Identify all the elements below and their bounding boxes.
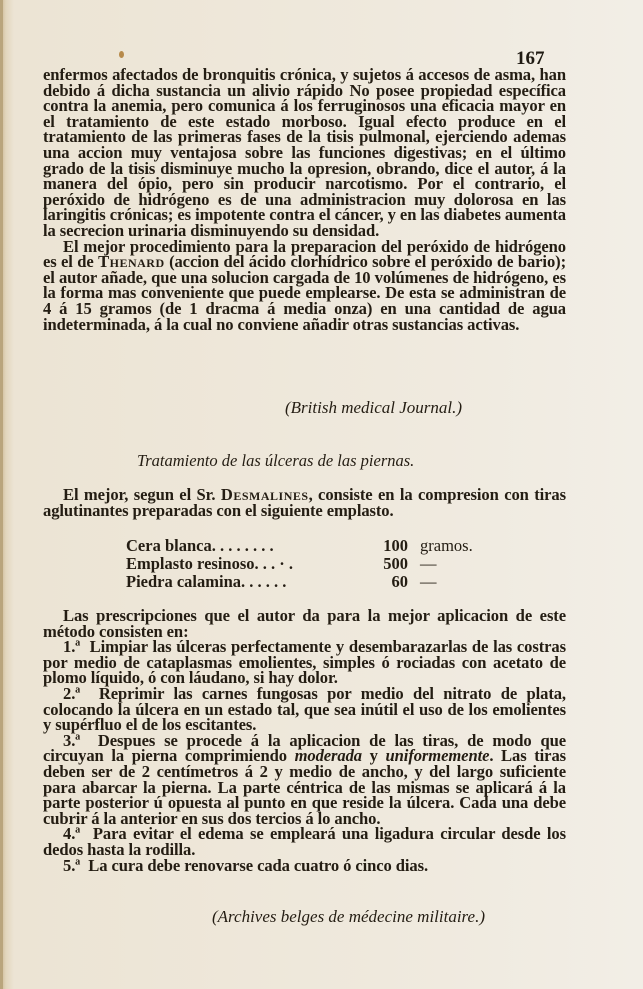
emphasis-uniformemente: uniformemente <box>385 746 490 766</box>
step-1 <box>43 639 566 686</box>
body-text-prescriptions <box>43 608 566 873</box>
step-number: 3.ª <box>63 730 81 750</box>
page-edge <box>0 0 3 989</box>
step-text: . Las tiras deben ser de 2 centímetros á 2 y medio de ancho, y del largo suficiente para abarcar la pierna. La parte céntrica de las mismas se aplicará á la parte posterior ú opuesta al punto en que reside la úlcera. Cada una debe cubrir á la anterior en sus dos tercios á lo ancho. <box>43 746 567 828</box>
step-5 <box>43 855 566 875</box>
step-text: La cura debe renovarse cada cuatro ó cinco dias. <box>88 855 429 875</box>
paragraph-prescriptions: Las prescripciones que el autor da para la mejor aplicacion de este método consisten en: <box>43 606 566 641</box>
step-4 <box>43 826 566 857</box>
recipe-quantity: 500 <box>383 554 408 573</box>
text-span: El mejor procedimiento para la preparacion del peróxido de hidrógeno es el de <box>43 236 566 272</box>
recipe-ingredient: Cera blanca. . . . . . . . <box>126 537 274 555</box>
page-number: 167 <box>516 48 545 69</box>
recipe-table <box>126 537 473 591</box>
text-span: El mejor, segun el Sr. <box>63 485 221 504</box>
paper-stain <box>119 51 124 58</box>
recipe-unit: — <box>420 554 437 573</box>
step-text: Despues se procede á la aplicacion de las tiras, de modo que circuyan la pierna comprimiendo <box>43 730 566 766</box>
citation-archives-belges: (Archives belges de médecine militaire.) <box>212 907 485 926</box>
recipe-ingredient: Piedra calamina. . . . . . <box>126 573 287 591</box>
step-number: 2.ª <box>63 683 81 703</box>
step-number: 5.ª <box>63 855 81 875</box>
text-span: (accion del ácido clorhídrico sobre el peróxido de bario); el autor añade, que una solucion cargada de 10 volúmenes de hidrógeno, es la forma mas conveniente que puede emplearse. De esta se administran de 4 á 15 gramos (de 1 dracma á media onza) en una cantidad de agua indeterminada, á la cual no conviene añadir otras sustancias activas. <box>43 252 566 334</box>
step-text: Para evitar el edema se empleará una ligadura circular desde los dedos hasta la rodilla. <box>43 824 566 859</box>
step-3 <box>43 730 567 828</box>
recipe-row <box>126 573 473 591</box>
recipe-ingredient: Emplasto resinoso. . . · . <box>126 555 294 573</box>
text-span: , consiste en la compresion con tiras aglutinantes preparadas con el siguiente emplasto. <box>43 485 566 520</box>
paragraph-bronquitis: enfermos afectados de bronquitis crónica, y sujetos á accesos de asma, han debido á dicha sustancia un alivio rápido No posee propiedad específica contra la anemia, pero comunica á los ferruginosos una eficacia mayor en el tratamiento de este estado morboso. Igual efecto produce en el tratamiento de las primeras fases de la tisis pulmonal, ejerciendo ademas una accion muy ventajosa sobre las funciones digestivas; en el último grado de la tisis disminuye mucho la opresion, obrando, dice el autor, á la manera del ópio, pero sin producir narcotismo. Por el contrario, el peróxido de hidrógeno es de una administracion muy dolorosa en las laringitis crónicas; es impotente contra el cáncer, y en las diabetes aumenta la secrecion urinaria disminuyendo su densidad. <box>43 65 566 240</box>
section-title: Tratamiento de las úlceras de las piernas. <box>137 451 415 470</box>
step-2 <box>43 683 566 735</box>
recipe-quantity: 100 <box>383 536 408 555</box>
citation-british-medical-journal: (British medical Journal.) <box>285 398 463 417</box>
paragraph-desmalines <box>43 487 566 518</box>
author-name-desmalines: Desmalines <box>220 485 309 504</box>
paragraph-thenard <box>43 236 566 334</box>
body-text-desmalines <box>43 487 566 518</box>
recipe-quantity: 60 <box>391 572 408 591</box>
recipe-unit: — <box>420 572 437 591</box>
step-number: 1.ª <box>63 637 81 657</box>
author-name-thenard: Thenard <box>98 252 165 272</box>
step-text: Limpiar las úlceras perfectamente y desembarazarlas de las costras por medio de cataplasmas emolientes, simples ó rociadas con acetato de plomo líquido, ó con láudano, si hay dolor. <box>43 637 566 688</box>
recipe-unit: gramos. <box>420 536 473 555</box>
emphasis-moderada: moderada <box>294 746 362 766</box>
step-text: y <box>362 746 386 766</box>
recipe-row <box>126 537 473 555</box>
body-text-top <box>43 67 566 332</box>
recipe-row <box>126 555 473 573</box>
step-text: Reprimir las carnes fungosas por medio del nitrato de plata, colocando la úlcera en un estado tal, que sea inútil el uso de los emolientes y supérfluo el de los escitantes. <box>43 683 566 735</box>
step-number: 4.ª <box>63 824 81 844</box>
